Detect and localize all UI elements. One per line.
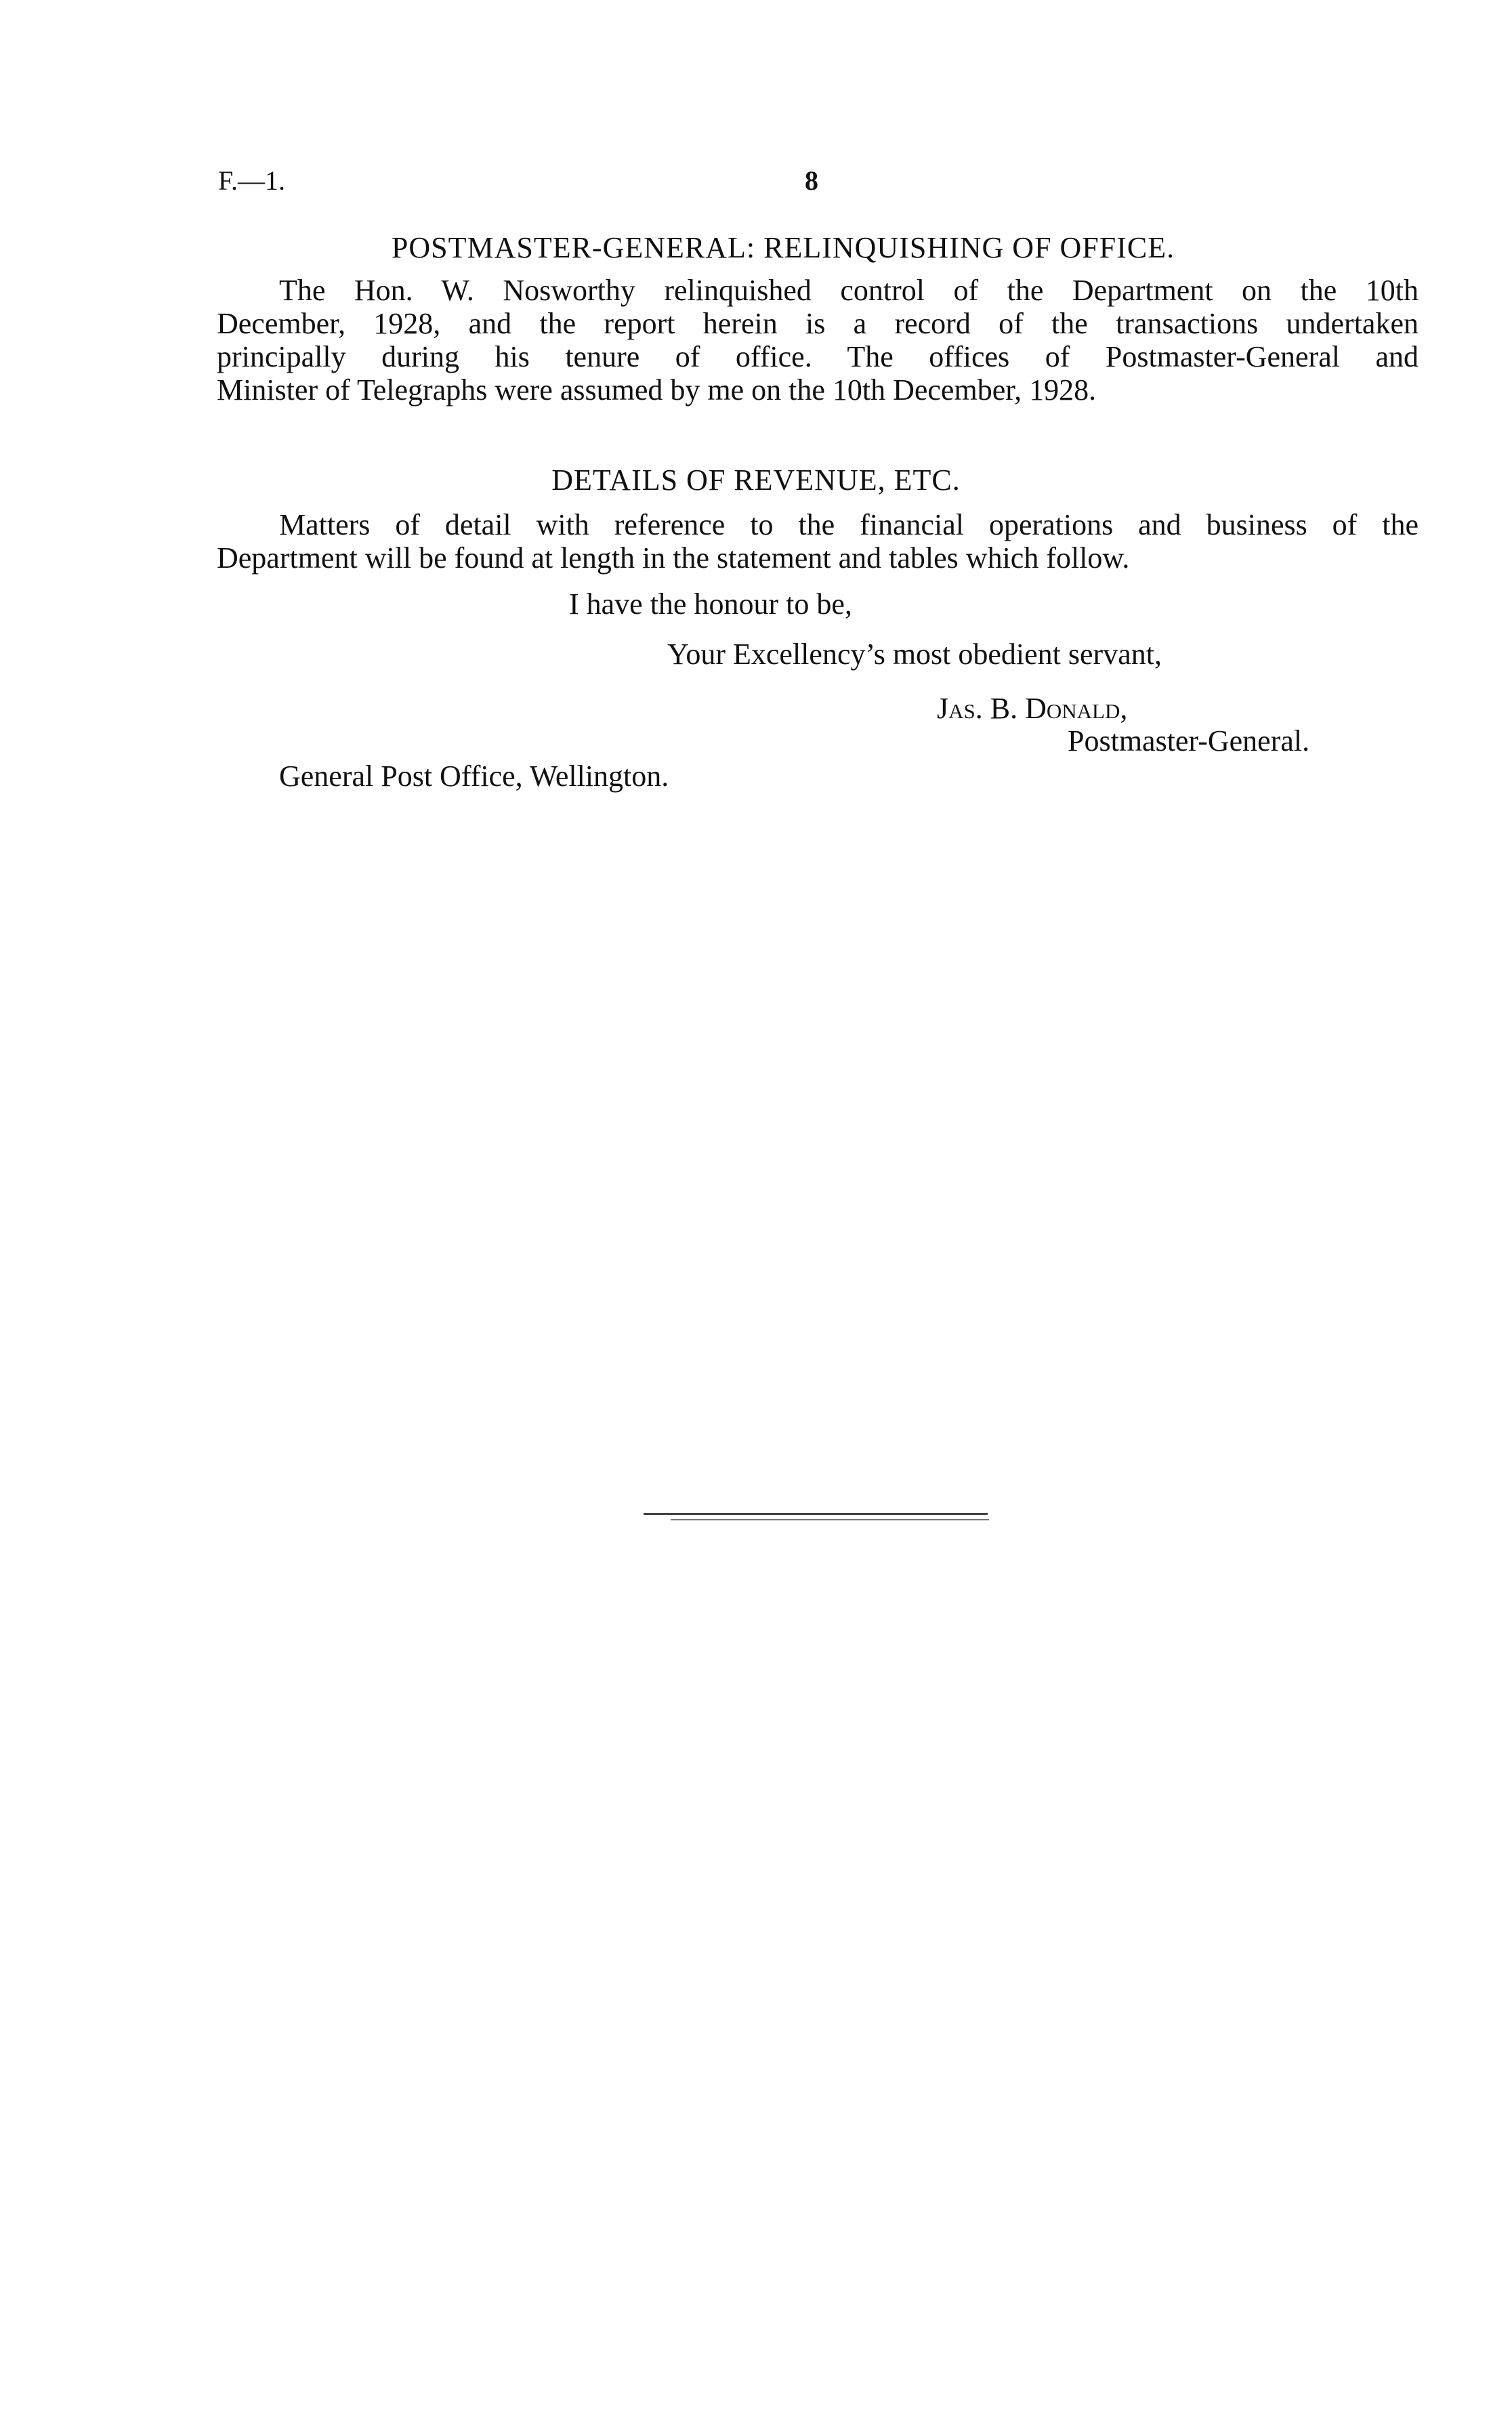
paragraph-line: The Hon. W. Nosworthy relinquished control of the Department on the 10th (279, 274, 1419, 307)
paragraph-line: principally during his tenure of office. The offices of Postmaster-General and (217, 340, 1419, 373)
section-heading-relinquishing: POSTMASTER-GENERAL: RELINQUISHING OF OFFICE. (391, 231, 1175, 264)
paragraph-revenue (217, 508, 1419, 575)
end-rule-secondary (671, 1519, 989, 1520)
end-rule (644, 1513, 988, 1515)
section-heading-revenue: DETAILS OF REVENUE, ETC. (551, 463, 961, 497)
page-number: 8 (805, 165, 818, 196)
sender-address: General Post Office, Wellington. (279, 760, 669, 793)
paragraph-line: Department will be found at length in the statement and tables which follow. (217, 541, 1130, 575)
paragraph-relinquishing (217, 274, 1419, 407)
paragraph-line: December, 1928, and the report herein is a record of the transactions undertaken (217, 307, 1419, 340)
paragraph-line: Matters of detail with reference to the financial operations and business of the (279, 508, 1419, 541)
closing-salutation: I have the honour to be, (569, 587, 852, 621)
reference-code: F.—1. (218, 165, 286, 196)
paragraph-line: Minister of Telegraphs were assumed by me on the 10th December, 1928. (217, 373, 1097, 407)
signatory-title: Postmaster-General. (1068, 724, 1310, 757)
signatory-name: Jas. B. Donald, (937, 692, 1128, 725)
closing-servant: Your Excellency’s most obedient servant, (667, 638, 1162, 671)
